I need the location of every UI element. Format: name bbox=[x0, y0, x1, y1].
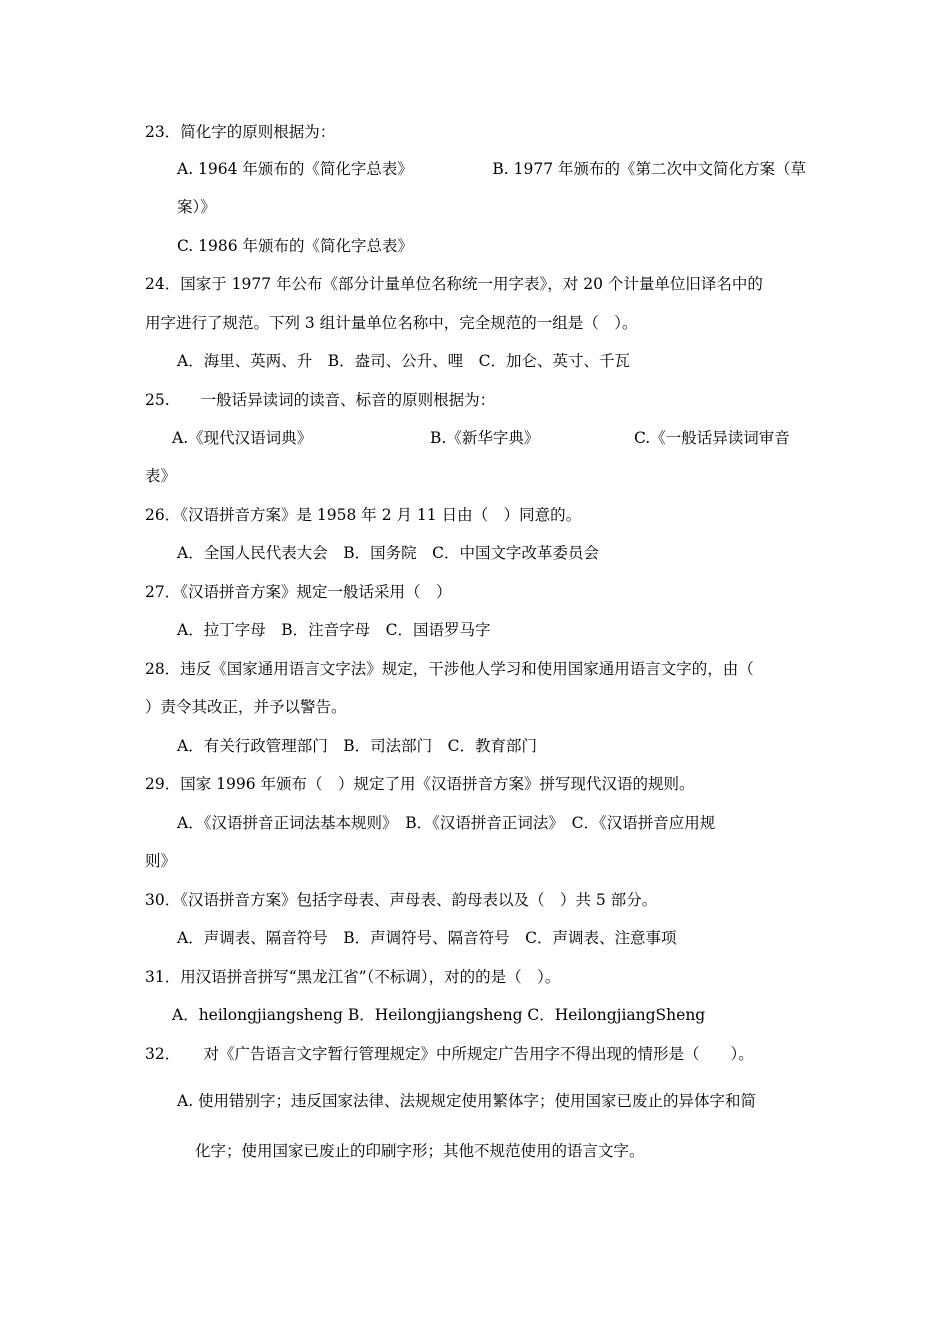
question-31-stem: 31．用汉语拼音拼写“黑龙江省”（不标调），对的的是（ ）。 bbox=[145, 968, 561, 986]
question-25-option-b: B.《新华字典》 bbox=[430, 429, 540, 447]
question-24-stem: 24．国家于 1977 年公布《部分计量单位名称统一用字表》，对 20 个计量单位旧译名中的 bbox=[145, 275, 763, 293]
question-27-stem: 27．《汉语拼音方案》规定一般话采用（ ） bbox=[145, 583, 452, 601]
question-25-option-c-continued: 表》 bbox=[145, 467, 177, 485]
question-30-stem: 30．《汉语拼音方案》包括字母表、声母表、韵母表以及（ ）共 5 部分。 bbox=[145, 891, 658, 909]
question-24-options: A．海里、英两、升 B．盎司、公升、哩 C．加仑、英寸、千瓦 bbox=[177, 352, 630, 370]
question-31-options: A．heilongjiangsheng B．Heilongjiangsheng C．HeilongjiangSheng bbox=[172, 1006, 706, 1024]
question-26-options: A．全国人民代表大会 B．国务院 C．中国文字改革委员会 bbox=[177, 544, 599, 562]
question-25-stem: 25. 一般话异读词的读音、标音的原则根据为： bbox=[145, 391, 496, 409]
question-23-option-b: B. 1977 年颁布的《第二次中文简化方案（草 bbox=[492, 160, 806, 178]
question-29-options: A．《汉语拼音正词法基本规则》 B．《汉语拼音正词法》 C．《汉语拼音应用规 bbox=[177, 814, 716, 832]
question-32-stem: 32． 对《广告语言文字暂行管理规定》中所规定广告用字不得出现的情形是（ ）。 bbox=[145, 1045, 754, 1063]
question-32-options: A. 使用错别字；违反国家法律、法规规定使用繁体字；使用国家已废止的异体字和简 bbox=[177, 1092, 757, 1110]
question-23-option-b-continued: 案）》 bbox=[177, 198, 216, 216]
question-23-option-a: A. 1964 年颁布的《简化字总表》 bbox=[177, 160, 413, 178]
question-30-options: A．声调表、隔音符号 B．声调符号、隔音符号 C．声调表、注意事项 bbox=[177, 929, 677, 947]
question-23-options-row bbox=[177, 158, 806, 180]
question-29-stem: 29．国家 1996 年颁布（ ）规定了用《汉语拼音方案》拼写现代汉语的规则。 bbox=[145, 775, 695, 793]
question-26-stem: 26．《汉语拼音方案》是 1958 年 2 月 11 日由（ ）同意的。 bbox=[145, 506, 582, 524]
question-25-option-c: C.《一般话异读词审音 bbox=[634, 429, 790, 447]
question-24-stem-continued: 用字进行了规范。下列 3 组计量单位名称中，完全规范的一组是（ ）。 bbox=[145, 314, 638, 332]
question-28-stem-continued: ）责令其改正，并予以警告。 bbox=[145, 698, 347, 716]
question-23-option-c: C. 1986 年颁布的《简化字总表》 bbox=[177, 237, 414, 255]
question-23-stem: 23．简化字的原则根据为： bbox=[145, 123, 336, 141]
question-32-options-continued: 化字；使用国家已废止的印刷字形；其他不规范使用的语言文字。 bbox=[195, 1142, 645, 1160]
question-28-stem: 28．违反《国家通用语言文字法》规定，干涉他人学习和使用国家通用语言文字的，由（ bbox=[145, 660, 754, 678]
question-27-options: A．拉丁字母 B．注音字母 C．国语罗马字 bbox=[177, 621, 491, 639]
question-29-options-continued: 则》 bbox=[145, 852, 177, 870]
question-25-option-a: A.《现代汉语词典》 bbox=[172, 429, 313, 447]
question-25-options-row bbox=[0, 427, 950, 449]
question-28-options: A．有关行政管理部门 B．司法部门 C．教育部门 bbox=[177, 737, 537, 755]
